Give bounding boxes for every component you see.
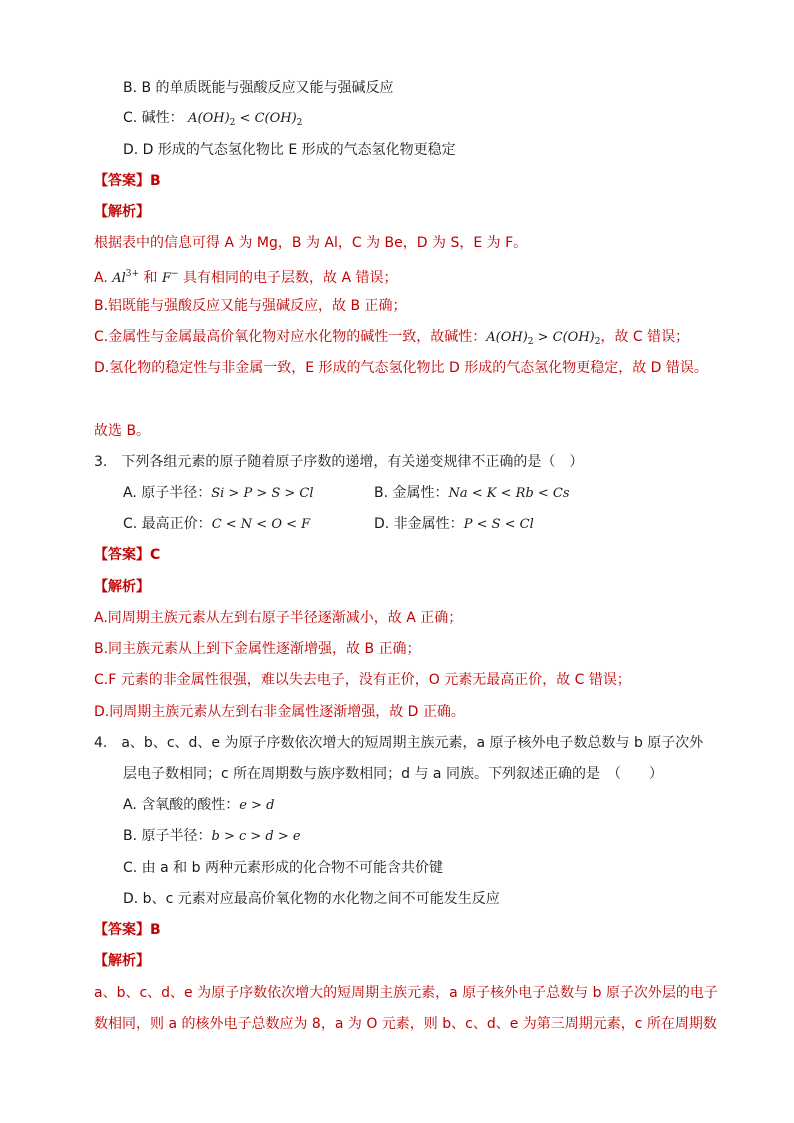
q2-analysis-a-and: 和 <box>139 270 162 286</box>
q2-analysis-a-prefix: A. <box>94 270 113 286</box>
q4-analysis-line1: a、b、c、d、e 为原子序数依次增大的短周期主族元素，a 原子核外电子总数与 b 原子次外层的电子 <box>94 985 718 1001</box>
q2-analysis-a-suffix: 具有相同的电子层数，故 A 错误； <box>178 270 398 286</box>
q4-option-a-formula: e > d <box>239 798 275 813</box>
q4-analysis-line2: 数相同，则 a 的核外电子总数应为 8，a 为 O 元素，则 b、c、d、e 为第三周期元素，c 所在周期数 <box>94 1016 717 1032</box>
q2-analysis-c-prefix: C.金属性与金属最高价氧化物对应水化物的碱性一致，故碱性： <box>94 329 487 345</box>
q3-option-b <box>374 483 570 504</box>
q3-option-a-formula: Si > P > S > Cl <box>211 486 314 501</box>
q2-answer: 【答案】B <box>94 173 161 189</box>
q4-stem-line1: 4. a、b、c、d、e 为原子序数依次增大的短周期主族元素，a 原子核外电子数总数与 b 原子次外 <box>94 735 704 751</box>
q4-option-b-formula: b > c > d > e <box>211 829 301 844</box>
q2-analysis-c-suffix: ，故 C 错误； <box>600 329 690 345</box>
q3-option-d-formula: P < S < Cl <box>463 517 534 532</box>
q2-analysis-b: B.铝既能与强酸反应又能与强碱反应，故 B 正确； <box>94 298 407 314</box>
q2-analysis-c-formula: $A(OH)_2 > C(OH)_2$ <box>486 330 601 347</box>
q4-option-d: D. b、c 元素对应最高价氧化物的水化物之间不可能发生反应 <box>123 891 500 907</box>
q3-analysis-a: A.同周期主族元素从左到右原子半径逐渐减小，故 A 正确； <box>94 610 463 626</box>
q3-option-c-formula: C < N < O < F <box>211 517 311 532</box>
q2-analysis-intro: 根据表中的信息可得 A 为 Mg，B 为 Al，C 为 Be，D 为 S，E 为 F。 <box>94 235 528 251</box>
q2-option-c <box>123 108 302 133</box>
q2-option-d: D. D 形成的气态氢化物比 E 形成的气态氢化物更稳定 <box>123 142 456 158</box>
q2-option-c-label: C. 碱性： <box>123 110 184 126</box>
q3-option-a <box>123 483 314 504</box>
q3-analysis-title: 【解析】 <box>94 579 150 595</box>
q2-option-c-formula: $A(OH)_2 < C(OH)_2$ <box>188 111 303 128</box>
q4-stem-line2: 层电子数相同；c 所在周期数与族序数相同；d 与 a 同族。下列叙述正确的是 （ ） <box>123 766 663 782</box>
q3-stem: 3. 下列各组元素的原子随着原子序数的递增，有关递变规律不正确的是（ ） <box>94 454 584 470</box>
q2-conclusion: 故选 B。 <box>94 423 151 439</box>
q4-option-b <box>123 826 301 847</box>
q4-answer: 【答案】B <box>94 922 161 938</box>
q2-analysis-title: 【解析】 <box>94 204 150 220</box>
q3-option-d-label: D. 非金属性： <box>374 516 464 532</box>
q4-option-b-label: B. 原子半径： <box>123 828 212 844</box>
q2-option-b: B. B 的单质既能与强酸反应又能与强碱反应 <box>123 80 394 96</box>
q3-option-b-formula: Na < K < Rb < Cs <box>448 486 570 501</box>
q3-analysis-c: C.F 元素的非金属性很强，难以失去电子，没有正价，O 元素无最高正价，故 C 错误； <box>94 672 631 688</box>
q3-option-c <box>123 514 310 535</box>
q2-analysis-a <box>94 264 397 289</box>
q3-option-c-label: C. 最高正价： <box>123 516 212 532</box>
q4-option-a-label: A. 含氧酸的酸性： <box>123 797 240 813</box>
q2-al-ion: $Al^{3+}$ <box>112 269 140 286</box>
q3-analysis-b: B.同主族元素从上到下金属性逐渐增强，故 B 正确； <box>94 641 421 657</box>
q3-option-d <box>374 514 534 535</box>
q2-f-ion: F− <box>161 269 179 286</box>
q4-option-c: C. 由 a 和 b 两种元素形成的化合物不可能含共价键 <box>123 860 443 876</box>
q3-analysis-d: D.同周期主族元素从左到右非金属性逐渐增强，故 D 正确。 <box>94 704 465 720</box>
q3-option-b-label: B. 金属性： <box>374 485 449 501</box>
q2-analysis-d: D.氢化物的稳定性与非金属一致，E 形成的气态氢化物比 D 形成的气态氢化物更稳定，故 D 错误。 <box>94 360 708 376</box>
q3-option-a-label: A. 原子半径： <box>123 485 212 501</box>
q3-answer: 【答案】C <box>94 547 161 563</box>
q4-option-a <box>123 795 274 816</box>
q2-analysis-c <box>94 327 689 352</box>
q4-analysis-title: 【解析】 <box>94 953 150 969</box>
